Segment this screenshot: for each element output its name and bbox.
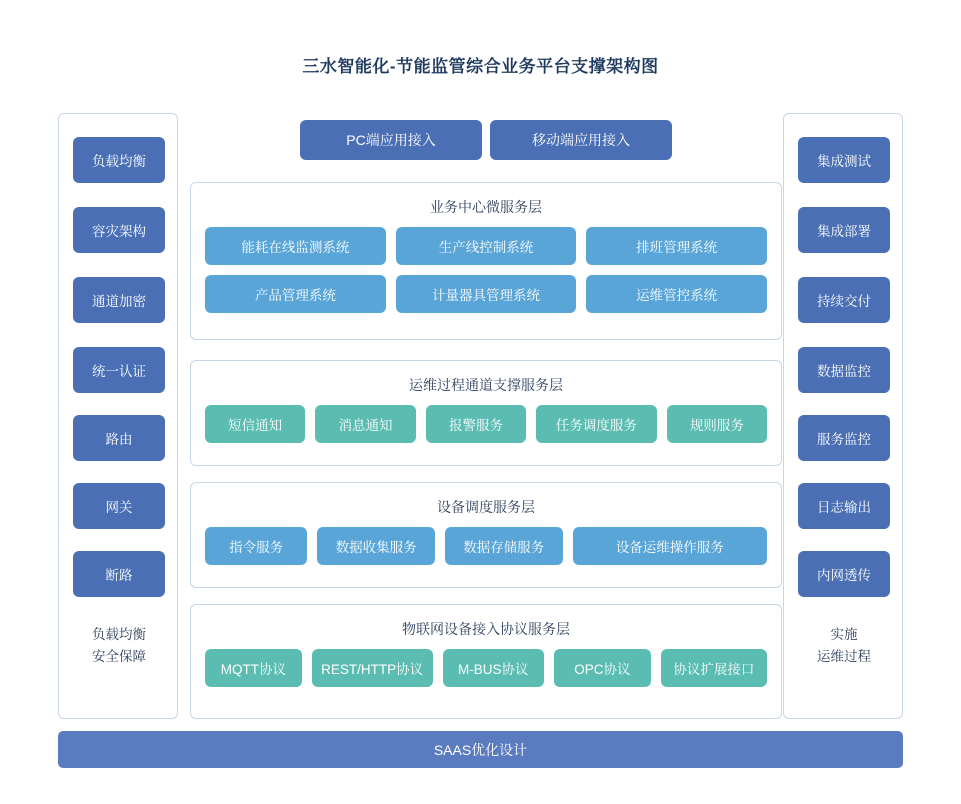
chip-sms-notification[interactable]	[205, 405, 305, 443]
layer-device-scheduling-row-0	[191, 527, 781, 565]
left-item-5[interactable]	[73, 483, 165, 529]
right-item-2[interactable]	[798, 277, 890, 323]
right-item-3-label: 数据监控	[817, 364, 871, 379]
saas-optimization-label: SAAS优化设计	[433, 741, 528, 758]
layer-device-scheduling	[190, 482, 782, 588]
right-item-5-label: 日志输出	[817, 500, 871, 515]
chip-message-notification[interactable]	[315, 405, 415, 443]
right-item-2-label: 持续交付	[817, 294, 871, 309]
chip-message-notification-label: 消息通知	[338, 418, 393, 433]
right-support-column	[783, 113, 903, 719]
mobile-access-button[interactable]	[490, 120, 672, 160]
chip-data-storage-service[interactable]	[445, 527, 563, 565]
right-item-6[interactable]	[798, 551, 890, 597]
chip-sms-notification-label: 短信通知	[228, 418, 283, 433]
chip-rule-service[interactable]	[667, 405, 767, 443]
chip-production-line-control-label: 生产线控制系统	[438, 240, 534, 255]
left-item-3-label: 统一认证	[92, 364, 146, 379]
chip-product-management-label: 产品管理系统	[254, 288, 336, 303]
right-footer-line2: 运维过程	[817, 649, 871, 664]
right-item-1-label: 集成部署	[817, 224, 871, 239]
layer-iot-protocol-access-row-0	[191, 649, 781, 687]
right-item-4[interactable]	[798, 415, 890, 461]
left-item-1[interactable]	[73, 207, 165, 253]
layer-ops-channel-support	[190, 360, 782, 466]
chip-alarm-service[interactable]	[426, 405, 526, 443]
chip-mbus-protocol-label: M-BUS协议	[458, 662, 529, 677]
chip-opc-protocol[interactable]	[554, 649, 651, 687]
right-item-1[interactable]	[798, 207, 890, 253]
chip-production-line-control[interactable]	[396, 227, 577, 265]
chip-rule-service-label: 规则服务	[689, 418, 744, 433]
chip-protocol-extension-interface[interactable]	[661, 649, 767, 687]
left-support-column	[58, 113, 178, 719]
layer-ops-channel-support-row-0	[191, 405, 781, 443]
chip-metering-device-management-label: 计量器具管理系统	[432, 288, 540, 303]
page-title: 三水智能化-节能监管综合业务平台支撑架构图	[302, 57, 659, 76]
right-item-5[interactable]	[798, 483, 890, 529]
layer-device-scheduling-title: 设备调度服务层	[437, 499, 535, 515]
chip-ops-control[interactable]	[586, 275, 767, 313]
right-item-0-label: 集成测试	[817, 154, 871, 169]
right-item-3[interactable]	[798, 347, 890, 393]
chip-mbus-protocol[interactable]	[443, 649, 545, 687]
mobile-access-label: 移动端应用接入	[532, 132, 630, 148]
chip-rest-http-protocol-label: REST/HTTP协议	[321, 662, 424, 677]
chip-task-scheduling-service-label: 任务调度服务	[555, 418, 637, 433]
left-footer-line2: 安全保障	[92, 649, 146, 664]
left-item-2-label: 通道加密	[92, 294, 146, 309]
left-item-4[interactable]	[73, 415, 165, 461]
right-footer-line1: 实施	[830, 627, 858, 642]
chip-task-scheduling-service[interactable]	[536, 405, 656, 443]
chip-alarm-service-label: 报警服务	[448, 418, 503, 433]
chip-shift-management-label: 排班管理系统	[636, 240, 718, 255]
layer-iot-protocol-access-title: 物联网设备接入协议服务层	[402, 621, 570, 637]
chip-mqtt-protocol[interactable]	[205, 649, 302, 687]
layer-iot-protocol-access	[190, 604, 782, 719]
chip-shift-management[interactable]	[586, 227, 767, 265]
left-item-6[interactable]	[73, 551, 165, 597]
chip-command-service-label: 指令服务	[229, 540, 284, 555]
chip-product-management[interactable]	[205, 275, 386, 313]
pc-access-label: PC端应用接入	[346, 132, 436, 148]
right-item-4-label: 服务监控	[817, 432, 871, 447]
left-item-2[interactable]	[73, 277, 165, 323]
chip-protocol-extension-interface-label: 协议扩展接口	[673, 662, 755, 677]
chip-mqtt-protocol-label: MQTT协议	[220, 662, 286, 677]
chip-device-ops-service-label: 设备运维操作服务	[615, 540, 724, 555]
pc-access-button[interactable]	[300, 120, 482, 160]
right-item-0[interactable]	[798, 137, 890, 183]
chip-device-ops-service[interactable]	[573, 527, 767, 565]
left-item-1-label: 容灾架构	[92, 224, 146, 239]
chip-ops-control-label: 运维管控系统	[636, 288, 718, 303]
chip-energy-monitoring[interactable]	[205, 227, 386, 265]
left-item-0[interactable]	[73, 137, 165, 183]
layer-business-center-row-0	[191, 227, 781, 265]
left-item-6-label: 断路	[105, 568, 133, 583]
chip-metering-device-management[interactable]	[396, 275, 577, 313]
layer-ops-channel-support-title: 运维过程通道支撑服务层	[409, 377, 563, 393]
chip-command-service[interactable]	[205, 527, 307, 565]
chip-rest-http-protocol[interactable]	[312, 649, 433, 687]
left-item-4-label: 路由	[105, 432, 133, 447]
layer-business-center	[190, 182, 782, 340]
right-item-6-label: 内网透传	[817, 568, 871, 583]
chip-data-collection-service[interactable]	[317, 527, 435, 565]
layer-business-center-title: 业务中心微服务层	[430, 199, 542, 215]
layer-business-center-row-1	[191, 275, 781, 313]
left-item-5-label: 网关	[105, 500, 133, 515]
chip-opc-protocol-label: OPC协议	[574, 662, 631, 677]
left-item-0-label: 负载均衡	[92, 154, 146, 169]
left-footer-line1: 负载均衡	[92, 627, 146, 642]
chip-data-collection-service-label: 数据收集服务	[335, 540, 417, 555]
chip-energy-monitoring-label: 能耗在线监测系统	[241, 240, 350, 255]
saas-optimization-bar[interactable]	[58, 731, 903, 768]
chip-data-storage-service-label: 数据存储服务	[463, 540, 545, 555]
left-item-3[interactable]	[73, 347, 165, 393]
